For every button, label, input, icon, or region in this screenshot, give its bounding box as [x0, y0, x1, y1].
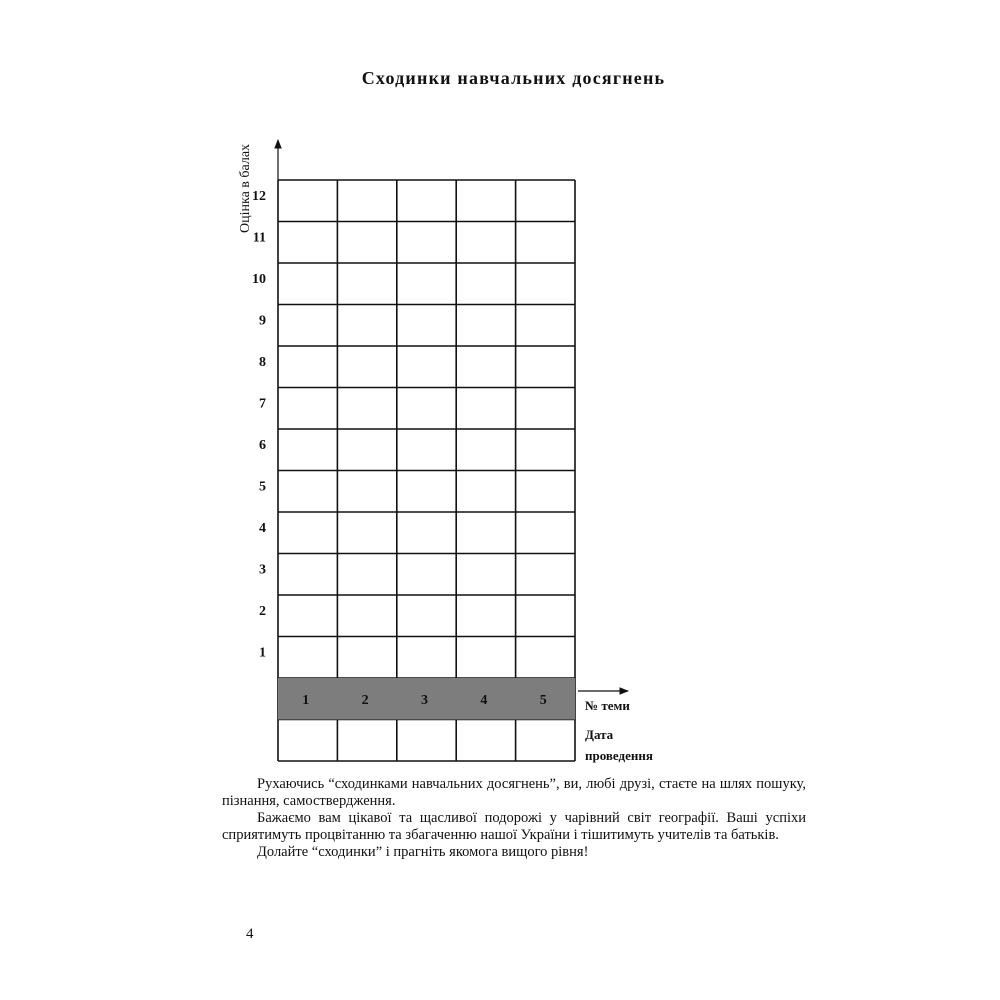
- x-axis-label: № теми: [585, 698, 630, 713]
- y-ticks: [252, 189, 266, 661]
- page-number: 4: [246, 926, 254, 942]
- column-number: 1: [302, 692, 310, 708]
- column-number: 5: [539, 692, 547, 708]
- y-tick-label: 1: [259, 645, 266, 661]
- y-tick-label: 8: [259, 354, 266, 370]
- date-row-label-line-1: Дата: [585, 727, 614, 742]
- y-tick-label: 2: [259, 603, 266, 619]
- y-tick-label: 9: [259, 313, 266, 329]
- date-row-label: [585, 724, 653, 766]
- y-tick-label: 3: [259, 562, 266, 578]
- page-title: Сходинки навчальних досягнень: [361, 68, 666, 88]
- date-row-label-line-2: проведення: [585, 748, 653, 763]
- y-tick-label: 7: [259, 396, 266, 412]
- y-tick-label: 6: [259, 437, 266, 453]
- paragraph: Бажаємо вам цікавої та щасливої подорожі у чарівний світ географії. Ваші успіхи сприятимуть процвітанню та збагаченню нашої України і тішитимуть учителів та батьків.: [222, 810, 806, 843]
- paragraph: Долайте “сходинки” і прагніть якомога вищого рівня!: [257, 844, 589, 860]
- y-tick-label: 5: [259, 479, 266, 495]
- y-axis-label: Оцінка в балах: [238, 143, 253, 233]
- column-number: 2: [361, 692, 369, 708]
- column-number: 3: [421, 692, 428, 708]
- grid-layer: [278, 180, 575, 761]
- y-tick-label: 10: [252, 271, 266, 287]
- header-row: [278, 678, 575, 720]
- column-number: 4: [480, 692, 488, 708]
- y-tick-label: 12: [252, 188, 266, 204]
- paragraph: Рухаючись “сходинками навчальних досягнень”, ви, любі друзі, стаєте на шлях пошуку, пізнання, самоствердження.: [222, 776, 806, 809]
- y-tick-label: 4: [259, 520, 266, 536]
- y-tick-label: 11: [252, 230, 266, 246]
- intro-text: [222, 776, 806, 861]
